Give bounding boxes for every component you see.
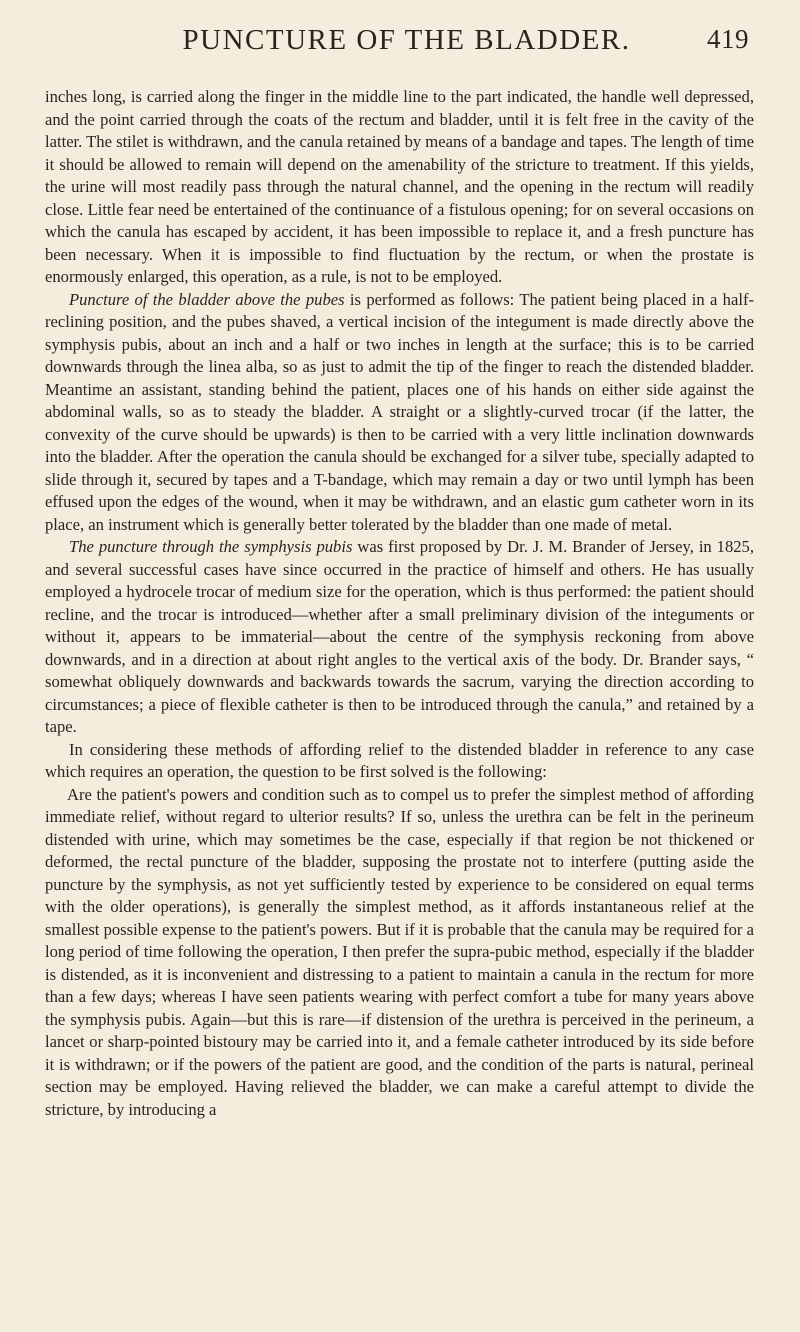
paragraph (45, 739, 754, 784)
paragraph-heading: The puncture through the symphysis pubis (69, 537, 353, 556)
paragraph (45, 784, 754, 1122)
paragraph-text: inches long, is carried along the finger in the middle line to the part indicated, the handle well depressed, and the point carried through the coats of the rectum and bladder, until it is felt free in the cavity of the latter. The stilet is withdrawn, and the canula retained by means of a bandage and tapes. The length of time it should be allowed to remain will depend on the amenability of the stricture to treatment. If this yields, the urine will most readily pass through the natural channel, and the opening in the rectum will readily close. Little fear need be entertained of the continuance of a fistulous opening; for on several occasions on which the canula has escaped by accident, it has been impossible to replace it, and a fresh puncture has been necessary. When it is impossible to find fluctuation by the rectum, or when the prostate is enormously enlarged, this operation, as a rule, is not to be employed. (45, 87, 755, 286)
paragraph (45, 536, 754, 739)
paragraph-text: is performed as follows: The patient being placed in a half-reclining position, and the pubes shaved, a vertical incision of the integument is made directly above the symphysis pubis, about an inch and a half or two inches in length at the surface; this is to be carried downwards through the linea alba, so as just to admit the tip of the finger to reach the distended bladder. Meantime an assistant, standing behind the patient, places one of his hands on either side against the abdominal walls, so as to steady the bladder. A straight or a slightly-curved trocar (if the latter, the convexity of the curve should be upwards) is then to be carried with a very little inclination downwards into the bladder. After the operation the canula should be exchanged for a silver tube, specially adapted to slide through it, secured by tapes and a T-bandage, which may remain a day or two until lymph has been effused upon the edges of the wound, when it may be withdrawn, and an elastic gum catheter worn in its place, an instrument which is generally better tolerated by the bladder than one made of metal. (45, 289, 755, 534)
paragraph (45, 86, 754, 289)
paragraph-heading: Puncture of the bladder above the pubes (69, 289, 345, 309)
running-title: PUNCTURE OF THE BLADDER. (182, 24, 631, 56)
running-header (45, 24, 754, 58)
body-text (45, 86, 754, 1121)
paragraph-text: was first proposed by Dr. J. M. Brander of Jersey, in 1825, and several successful cases have since occurred in the practice of himself and others. He has usually employed a hydrocele trocar of medium size for the operation, which is thus performed: the patient should recline, and the trocar is introduced—whether after a small preliminary division of the integuments or without it, appears to be immaterial—about the centre of the symphysis reckoning from above downwards, and in a direction at about right angles to the vertical axis of the body. Dr. Brander says, “ somewhat obliquely downwards and backwards towards the sacrum, varying the direction according to circumstances; a piece of flexible catheter is then to be introduced through the canula,” and retained by a tape. (45, 537, 754, 736)
page-number: 419 (707, 24, 749, 54)
paragraph-text: Are the patient's powers and condition such as to compel us to prefer the simplest method of affording immediate relief, without regard to ulterior results? If so, unless the urethra can be felt in the perineum distended with urine, which may sometimes be the case, especially if that region be not thickened or deformed, the rectal puncture of the bladder, supposing the prostate not to interfere (putting aside the puncture by the symphysis, as not yet sufficiently tested by experience to be considered on equal terms with the older operations), is generally the simplest method, as it affords instantaneous relief at the smallest possible expense to the patient's powers. But if it is probable that the canula may be required for a long period of time following the operation, I then prefer the supra-pubic method, especially if the bladder is distended, as it is inconvenient and distressing to a patient to maintain a canula in the rectum for more than a few days; whereas I have seen patients wearing with perfect comfort a tube for many years above the symphysis pubis. Again—but this is rare—if distension of the urethra is perceived in the perineum, a lancet or sharp-pointed bistoury may be carried into it, and a female catheter introduced by its side before it is withdrawn; or if the powers of the patient are good, and the condition of the parts is natural, perineal section may be employed. Having relieved the bladder, we can make a careful attempt to divide the stricture, by introducing a (45, 784, 754, 1119)
paragraph (45, 289, 754, 537)
paragraph-text: In considering these methods of affording relief to the distended bladder in reference to any case which requires an operation, the question to be first solved is the following: (45, 739, 754, 781)
